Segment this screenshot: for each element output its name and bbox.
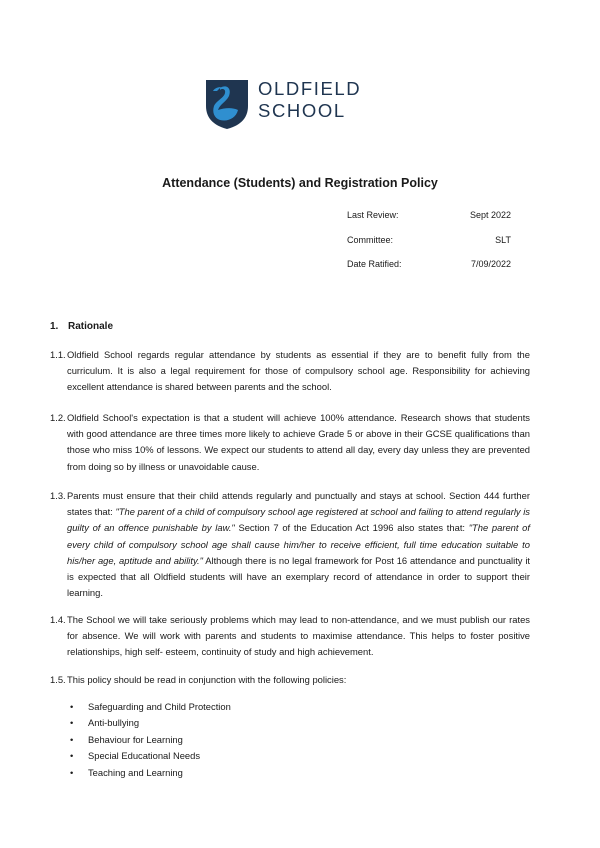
school-logo bbox=[204, 76, 374, 132]
paragraph-1-2 bbox=[50, 410, 530, 475]
meta-label: Last Review: bbox=[347, 210, 399, 220]
school-name-line1: OLDFIELD bbox=[258, 78, 362, 99]
paragraph-number: 1.1. bbox=[50, 349, 66, 360]
paragraph-text: The School we will take seriously problems which may lead to non-attendance, and we must publish our rates for absence. We will work with parents and students to maximise attendance. This helps to foster positive relationships, high self- esteem, continuity of study and high achievement. bbox=[67, 614, 530, 658]
list-item: • Safeguarding and Child Protection bbox=[68, 699, 231, 715]
meta-label: Committee: bbox=[347, 235, 394, 245]
paragraph-1-3 bbox=[50, 488, 530, 601]
meta-label: Date Ratified: bbox=[347, 259, 402, 269]
section-heading bbox=[50, 321, 113, 332]
legal-quote: "The parent of every child of compulsory school age shall cause him/her to receive efficient, full time education suitable to his/her age, aptitude and ability." bbox=[67, 522, 530, 566]
paragraph-text: Oldfield School's expectation is that a student will achieve 100% attendance. Research shows that students with good attendance are three times more likely to achieve Grade 5 or above in their GCSE qualifications than those who miss 10% of lessons. We expect our students to attend all day, every day unless they are prevented from doing so by illness or unavoidable cause. bbox=[67, 412, 530, 472]
meta-value: 7/09/2022 bbox=[470, 259, 511, 269]
text-run: Although there is no legal framework for Post 16 attendance and punctuality it is expected that all Oldfield students will have an exemplary record of attendance in order to support their learning. bbox=[67, 554, 531, 599]
list-item: • Behaviour for Learning bbox=[68, 732, 231, 748]
paragraph-number: 1.2. bbox=[50, 412, 66, 423]
swan-shield-icon bbox=[204, 78, 250, 130]
paragraph-number: 1.4. bbox=[50, 614, 66, 625]
section-number: 1. bbox=[50, 321, 59, 332]
meta-value: SLT bbox=[495, 235, 511, 245]
text-run: Parents must ensure that their child attends regularly and punctually and stays at school. Section 444 further states that: bbox=[67, 490, 530, 518]
paragraph-text: Oldfield School regards regular attendance by students as essential if they are to benefit fully from the curriculum. It is also a legal requirement for those of compulsory school age. Responsibility for achieving excellent attendance is shared between parents and the school. bbox=[67, 349, 530, 393]
meta-value: Sept 2022 bbox=[469, 210, 511, 220]
school-name-line2: SCHOOL bbox=[258, 100, 346, 121]
paragraph-text bbox=[50, 488, 530, 601]
paragraph-number: 1.5. bbox=[50, 674, 66, 685]
paragraph-1-4 bbox=[50, 612, 530, 661]
list-item: • Special Educational Needs bbox=[68, 748, 231, 764]
document-title: Attendance (Students) and Registration Policy bbox=[162, 176, 438, 190]
list-item: • Anti-bullying bbox=[68, 715, 231, 731]
school-name bbox=[258, 78, 361, 122]
text-run: Section 7 of the Education Act 1996 also states that: bbox=[234, 522, 469, 534]
list-item: • Teaching and Learning bbox=[68, 765, 231, 781]
related-policies-list bbox=[68, 699, 231, 781]
paragraph-text: This policy should be read in conjunction with the following policies: bbox=[67, 674, 347, 685]
paragraph-1-5 bbox=[50, 672, 530, 688]
legal-quote: "The parent of a child of compulsory school age registered at school and failing to attend regularly is guilty of an offence punishable by law." bbox=[67, 506, 530, 534]
section-title: Rationale bbox=[68, 321, 114, 332]
paragraph-1-1 bbox=[50, 347, 530, 396]
paragraph-number: 1.3. bbox=[50, 490, 66, 501]
